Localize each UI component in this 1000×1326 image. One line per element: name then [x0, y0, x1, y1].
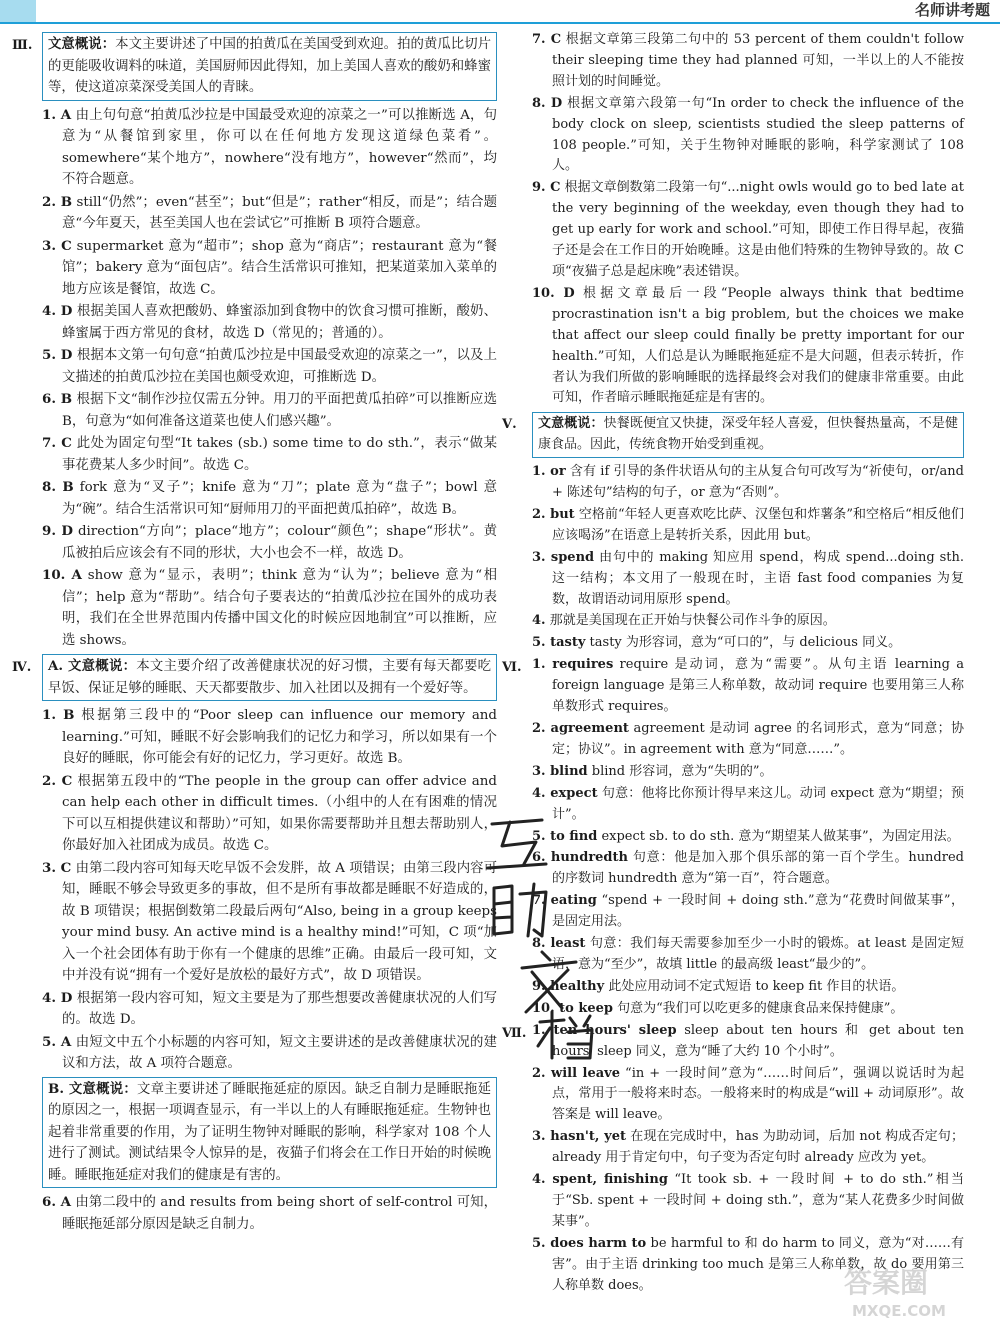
watermark-text: 答案圈 [844, 1266, 929, 1299]
answer-explanation: “It took sb. + 一段时间 + to do sth.”相当于“Sb. spent + 一段时间 + doing sth.”，意为“某人花费多少时间做某事”。 [552, 1172, 964, 1229]
answer-explanation: 由短文中五个小标题的内容可知，短文主要讲述的是改善健康状况的建议和方法，故 A 项符合题意。 [62, 1034, 498, 1071]
answer-item [532, 611, 964, 632]
answer-explanation: 此处应用动词不定式短语 to keep fit 作目的状语。 [608, 978, 905, 994]
header-tab [0, 0, 36, 22]
section-5 [502, 412, 964, 654]
answer-number: 1. A [42, 106, 72, 123]
right-column [502, 30, 965, 1297]
answer-item [42, 192, 497, 235]
answer-item [42, 1032, 497, 1075]
answer-number: 5. D [42, 347, 73, 363]
answer-number: 3. C [42, 859, 72, 876]
answer-explanation: 在现在完成时中，has 为助动词，后加 not 构成否定句；already 用于肯定句中，句子变为否定句时 already 应改为 yet。 [552, 1129, 964, 1166]
answer-item [42, 521, 497, 564]
answer-explanation: agreement 是动词 agree 的名词形式，意为“同意；协定；协议”。in agreement with 意为“同意……”。 [552, 721, 964, 757]
answer-number: 6. B [42, 391, 73, 407]
watermark-url: MXQE.COM [852, 1302, 946, 1320]
answer-number: 5. tasty [532, 635, 586, 651]
answer-number: 7. C [532, 32, 562, 47]
answer-item [42, 345, 497, 388]
answer-number: 3. spend [532, 549, 595, 565]
summary-text: 快餐既便宜又快捷，深受年轻人喜爱，但快餐热量高，不是健康食品。因此，传统食物开始受到重视。 [538, 416, 958, 453]
summary-label: B. 文意概说： [48, 1080, 137, 1097]
answer-number: 3. C [42, 237, 72, 254]
answer-number: 4. spent, finishing [532, 1172, 668, 1188]
section-4 [12, 654, 498, 1235]
answer-explanation: fork 意为“叉子”；knife 意为“刀”；plate 意为“盘子”；bowl 意为“碗”。结合生活常识可知“厨师用刀的平面把黄瓜拍碎”，故选 B。 [62, 480, 497, 517]
answer-explanation: still“仍然”；even“甚至”；but“但是”；rather“相反，而是”；结合题意“今年夏天，甚至美国人也在尝试它”可推断 B 项符合题意。 [62, 194, 497, 231]
answer-explanation: 根据美国人喜欢把酸奶、蜂蜜添加到食物中的饮食习惯可推断，酸奶、蜂蜜属于西方常见的食材，故选 D（常见的；普通的）。 [62, 304, 497, 341]
answer-explanation: 此处为固定句型“It takes (sb.) some time to do sth.”，表示“做某事花费某人多少时间”。故选 C。 [62, 436, 497, 473]
summary-label: A. 文意概说： [48, 658, 137, 674]
summary-text: 本文主要介绍了改善健康状况的好习惯，主要有每天都要吃早饭、保证足够的睡眠、天天都要散步、加入社团以及拥有一个爱好等。 [48, 659, 491, 696]
summary-box [42, 1077, 497, 1189]
answer-list [532, 462, 964, 654]
answer-explanation: 根据本文第一句句意“拍黄瓜沙拉是中国最受欢迎的凉菜之一”，以及上文描述的拍黄瓜沙拉在美国也颇受欢迎，可推断选 D。 [62, 348, 497, 385]
answer-number: 4. D [42, 989, 73, 1006]
answer-explanation: be harmful to 和 do harm to 同义，意为“对……有害”。由于主语 drinking too much 是第三人称单数，故 do 要用第三人称单数 does。 [552, 1235, 965, 1293]
answer-number: 1. ten hours' sleep [532, 1022, 677, 1038]
answer-explanation: 句意：他是加入那个俱乐部的第一百个学生。hundred 的序数词 hundredth 意为“第一百”，符合题意。 [552, 850, 964, 887]
answer-item [532, 1021, 964, 1063]
answer-item [532, 827, 964, 848]
answer-item [42, 301, 497, 344]
answer-number: 8. least [532, 936, 586, 952]
answer-explanation: tasty 为形容词，意为“可口的”，与 delicious 同义。 [589, 635, 902, 651]
summary-box [532, 412, 964, 458]
answer-explanation: 由上句句意“拍黄瓜沙拉是中国最受欢迎的凉菜之一”可以推断选 A，句意为“从餐馆到家里，你可以在任何地方发现这道绿色菜肴”。somewhere“某个地方”，nowhere“没有地方”，however“然而”，均不符合题意。 [62, 107, 497, 187]
answer-number: 7. C [42, 435, 72, 451]
section-number: Ⅳ. [12, 660, 32, 675]
answer-item [532, 848, 964, 890]
answer-item [42, 236, 497, 301]
answer-number: 9. C [532, 180, 561, 196]
answer-number: 10. to keep [532, 1000, 613, 1016]
answer-explanation: show 意为“显示，表明”；think 意为“认为”；believe 意为“相信”；help 意为“帮助”。结合句子要表达的“拍黄瓜沙拉在国外的成功表明，我们在全世界范围内传播中国文化的时候应因地制宜”可以推断，应选 shows。 [62, 568, 497, 648]
answer-item [532, 505, 964, 547]
answer-explanation: “in + 一段时间”意为“……时间后”，强调以说话时为起点，常用于一般将来时态。一般将来时的构成是“will + 动词原形”。故答案是 will leave。 [552, 1065, 964, 1123]
answer-number: 2. agreement [532, 721, 629, 736]
answer-explanation: 那就是美国现在正开始与快餐公司作斗争的原因。 [549, 613, 836, 629]
answer-number: 4. expect [532, 785, 598, 801]
answer-item [532, 548, 964, 611]
answer-item [532, 284, 964, 409]
answer-explanation: 根据文章倒数第二段第一句“...night owls would go to bed late at the very beginning of the weekday, even though they had to get up early for work and school.”可知，即使工作日得早起，夜猫子还是会在工作日的开始晚睡。这是由他们特殊的生物钟导致的。故 C 项“夜猫子总是起床晚”表述错误。 [552, 180, 964, 279]
answer-explanation: 由第二段中的 and results from being short of self-control 可知，睡眠拖延部分原因是缺乏自制力。 [62, 1195, 498, 1232]
answer-item [42, 988, 497, 1031]
watermark-logo [838, 1260, 988, 1322]
answer-item [42, 565, 497, 651]
answer-number: 1. or [532, 464, 566, 480]
answer-item [42, 433, 497, 476]
summary-box [42, 654, 497, 701]
answer-explanation: 空格前“年轻人更喜欢吃比萨、汉堡包和炸薯条”和空格后“相反他们应该喝汤”在语意上是转折关系，因此用 but。 [552, 506, 964, 543]
answer-number: 3. hasn't, yet [532, 1129, 626, 1145]
answer-item [532, 655, 964, 718]
answer-item [532, 977, 964, 998]
answer-number: 9. healthy [532, 978, 605, 994]
answer-number: 5. does harm to [532, 1235, 647, 1251]
answer-number: 3. blind [532, 763, 588, 779]
answer-number: 9. D [42, 523, 73, 539]
section-3 [12, 32, 497, 651]
section-number: Ⅲ. [12, 38, 33, 53]
answer-explanation: 句意：他将比你预计得早来这儿。动词 expect 意为“期望；预计”。 [552, 785, 964, 822]
answer-number: 10. D [532, 285, 575, 301]
answer-number: 2. C [42, 772, 73, 789]
answer-item [42, 477, 497, 520]
answer-item [532, 1064, 964, 1127]
answer-item [532, 999, 964, 1020]
answer-number: 10. A [42, 567, 82, 583]
section-6 [502, 655, 964, 1019]
answer-item [42, 858, 497, 987]
answer-number: 6. hundredth [532, 850, 628, 866]
answer-item [532, 1170, 964, 1233]
answer-explanation: 含有 if 引导的条件状语从句的主从复合句可改写为“祈使句，or/and + 陈述句”结构的句子，or 意为“否则”。 [552, 464, 964, 501]
summary-label: 文意概说： [48, 36, 116, 52]
section-number: Ⅴ. [502, 417, 517, 433]
answer-item [532, 762, 964, 783]
header-bar [0, 0, 1000, 24]
answer-item [532, 891, 964, 933]
answer-list [42, 105, 497, 652]
answer-explanation: 由句中的 making 知应用 spend，构成 spend...doing sth. 这一结构；本文用了一般现在时，主语 fast food companies 为复数，故谓语动词用原形 spend。 [552, 549, 964, 607]
answer-explanation: “spend + 一段时间 + doing sth.”意为“花费时间做某事”，是固定用法。 [552, 893, 964, 930]
page-header-title: 名师讲考题 [914, 1, 990, 19]
answer-item [42, 771, 497, 857]
answer-number: 2. B [42, 193, 73, 210]
answer-list [42, 705, 497, 1075]
summary-text: 文章主要讲述了睡眠拖延症的原因。缺乏自制力是睡眠拖延的原因之一，根据一项调查显示，有一半以上的人有睡眠拖延症。生物钟也起着非常重要的作用，为了证明生物钟对睡眠的影响，科学家对 108 个人进行了测试。测试结果令人惊异的是，夜猫子们将会在工作日开始的时候晚睡。睡眠拖延症对我们的健康是有害的。 [48, 1081, 491, 1183]
left-column [12, 30, 498, 1236]
answer-item [532, 178, 964, 283]
answer-explanation: expect sb. to do sth. 意为“期望某人做某事”，为固定用法。 [601, 828, 960, 844]
answer-number: 5. to find [532, 828, 598, 844]
section-7 [502, 1021, 965, 1297]
answer-item [42, 105, 497, 191]
answer-explanation: 根据第一段内容可知，短文主要是为了那些想要改善健康状况的人们写的。故选 D。 [62, 990, 497, 1027]
answer-item [532, 784, 964, 826]
answer-explanation: 根据文章第三段第二句中的 53 percent of them couldn't follow their sleeping time they had planned 可知，一半以上的人不能按照计划的时间睡觉。 [552, 32, 964, 89]
answer-number: 1. B [42, 707, 75, 723]
answer-number: 8. D [532, 95, 563, 111]
section-number: Ⅶ. [502, 1025, 527, 1041]
answer-number: 4. D [42, 303, 73, 319]
answer-explanation: 根据第三段中的“Poor sleep can influence our memory and learning.”可知，睡眠不好会影响我们的记忆力和学习，所以如果有一个良好的睡眠，你可能会有好的记忆力，学习更好。故选 B。 [62, 708, 498, 766]
answer-item [532, 30, 964, 93]
summary-box [42, 32, 497, 101]
answer-item [42, 1192, 497, 1235]
answer-item [532, 934, 964, 976]
answer-explanation: 句意：我们每天需要参加至少一小时的锻炼。at least 是固定短语，意为“至少”，故填 little 的最高级 least“最少的”。 [552, 936, 964, 972]
answer-explanation: require 是动词，意为“需要”。从句主语 learning a foreign language 是第三人称单数，故动词 require 也要用第三人称单数形式 requires。 [552, 657, 964, 715]
answer-item [532, 1127, 964, 1169]
answer-number: 7. eating [532, 893, 597, 909]
answer-number: 4. [532, 613, 546, 629]
section-number: Ⅵ. [502, 660, 522, 676]
answer-explanation: sleep about ten hours 和 get about ten hours' sleep 同义，意为“睡了大约 10 个小时”。 [552, 1022, 965, 1059]
answer-number: 6. A [42, 1194, 72, 1210]
answer-item [532, 719, 964, 761]
answer-list [42, 1192, 497, 1235]
answer-item [42, 705, 497, 770]
answer-explanation: 根据下文“制作沙拉仅需五分钟。用刀的平面把黄瓜拍碎”可以推断应选 B，句意为“如何准备这道菜也使人们感兴趣”。 [62, 392, 497, 429]
answer-item [532, 94, 964, 178]
answer-explanation: 根据文章最后一段“People always think that bedtime procrastination isn't a big problem, but the choices we make that affect our sleep could finally be pretty important for our health.”可知，人们总是认为睡眠拖延症不是大问题，但表示转折，作者认为我们所做的影响睡眠的选择最终会对我们的健康非常重要。由此可知，作者暗示睡眠拖延症是有害的。 [552, 285, 964, 406]
answer-item [532, 462, 964, 504]
answer-list [532, 1021, 964, 1297]
answer-explanation: blind 形容词，意为“失明的”。 [591, 763, 773, 779]
answer-item [42, 389, 497, 432]
answer-number: 8. B [42, 479, 74, 495]
answer-explanation: 句意为“我们可以吃更多的健康食品来保持健康”。 [617, 1000, 904, 1016]
summary-text: 本文主要讲述了中国的拍黄瓜在美国受到欢迎。拍的黄瓜比切片的更能吸收调料的味道，美国厨师因此得知，加上美国人喜欢的酸奶和蜂蜜等，使这道凉菜深受美国人的青睐。 [48, 37, 492, 95]
answer-explanation: direction“方向”；place“地方”；colour“颜色”；shape“形状”。黄瓜被拍后应该会有不同的形状，大小也会不一样，故选 D。 [62, 524, 497, 561]
answer-explanation: 根据文章第六段第一句“In order to check the influence of the body clock on sleep, scientists studied the sleep patterns of 108 people.”可知，关于生物钟对睡眠的影响，科学家测试了 108 人。 [552, 95, 964, 174]
answer-number: 2. will leave [532, 1065, 620, 1081]
answer-explanation: 根据第五段中的“The people in the group can offer advice and can help each other in difficult times.（小组中的人在有困难的情况下可以互相提供建议和帮助）”可知，如果你需要帮助并且想去帮助别人，你最好加入社团成为成员。故选 C。 [62, 773, 497, 853]
answer-explanation: supermarket 意为“超市”；shop 意为“商店”；restaurant 意为“餐馆”；bakery 意为“面包店”。结合生活常识可推知，把某道菜加入菜单的地方应该是餐馆，故选 C。 [62, 238, 497, 297]
answer-number: 5. A [42, 1033, 72, 1050]
answer-list [532, 655, 964, 1019]
answer-item [532, 633, 964, 654]
answer-number: 2. but [532, 506, 575, 522]
answer-explanation: 由第二段内容可知每天吃早饭不会发胖，故 A 项错误；由第三段内容可知，睡眠不够会导致更多的事故，但不是所有事故都是睡眠不好造成的，故 B 项错误；根据倒数第二段最后两句“Also, being in a group keeps your mind busy. An active mind is a healthy mind!”可知，C 项“加入一个社会团体有助于你有一个健康的思维”正确。由最后一段可知，文中并没有说“拥有一个爱好是放松的最好方式”，故 D 项错误。 [62, 860, 497, 983]
answer-list [532, 30, 964, 409]
answer-number: 1. requires [532, 657, 614, 673]
summary-label: 文意概说： [538, 416, 604, 432]
